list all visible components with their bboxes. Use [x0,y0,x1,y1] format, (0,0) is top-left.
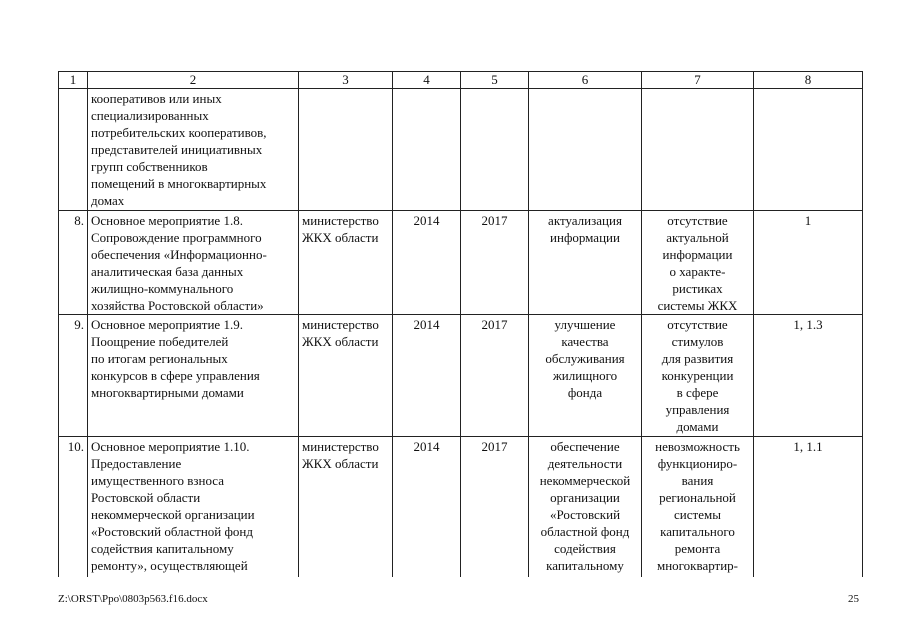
text-line: капитального [660,524,735,539]
text-line: информации [550,230,620,245]
indicator-link: 1 [754,211,863,315]
table-row [59,437,863,577]
row-number [59,89,88,211]
text-line: отсутствие [667,317,728,332]
text-line: системы ЖКХ [657,298,738,313]
text-line: региональной [659,490,736,505]
text-line: домами [676,419,719,434]
end-year: 2017 [461,315,529,437]
text-line: специализированных [91,108,209,123]
row-number: 8. [59,211,88,315]
text-line: Основное мероприятие 1.8. [91,213,243,228]
text-line: некоммерческой организации [91,507,255,522]
text-line: обеспечения «Информационно- [91,247,267,262]
text-line: обслуживания [545,351,625,366]
text-line: функциониро- [657,456,738,471]
text-line: конкуренции [661,368,734,383]
footer-page-number: 25 [848,593,859,605]
text-line: многоквартирными домами [91,385,244,400]
start-year: 2014 [393,437,461,577]
column-number: 1 [59,72,88,89]
executor [299,211,393,315]
measure-name [88,315,299,437]
text-line: качества [561,334,609,349]
start-year [393,89,461,211]
executor [299,89,393,211]
text-line: «Ростовский областной фонд [91,524,253,539]
end-year [461,89,529,211]
text-line: актуализация [548,213,622,228]
column-number: 7 [642,72,754,89]
text-line: областной фонд [540,524,630,539]
text-line: ремонта [674,541,721,556]
end-year: 2017 [461,437,529,577]
row-number: 10. [59,437,88,577]
text-line: в сфере [676,385,719,400]
text-line: жилищного [552,368,618,383]
column-number: 6 [529,72,642,89]
row-number: 9. [59,315,88,437]
text-line: деятельности [547,456,623,471]
text-line: ристиках [672,281,723,296]
text-line: Ростовской области [91,490,201,505]
text-line: для развития [661,351,734,366]
measures-table [58,71,863,577]
text-line: стимулов [671,334,724,349]
text-line: помещений в многоквартирных [91,176,267,191]
start-year: 2014 [393,315,461,437]
text-line: управления [665,402,730,417]
text-line: кооперативов или иных [91,91,222,106]
text-line: домах [91,193,125,208]
column-number-row [59,72,863,89]
text-line: министерство [302,213,379,228]
text-line: жилищно-коммунального [91,281,234,296]
text-line: улучшение [554,317,616,332]
text-line: Основное мероприятие 1.9. [91,317,243,332]
column-number: 8 [754,72,863,89]
text-line: отсутствие [667,213,728,228]
column-number: 5 [461,72,529,89]
footer-file-path: Z:\ORST\Ppo\0803p563.f16.docx [58,593,208,605]
text-line: вания [681,473,714,488]
text-line: системы [674,507,721,522]
text-line: представителей инициативных [91,142,263,157]
executor [299,437,393,577]
text-line: ЖКХ области [302,456,379,471]
text-line: «Ростовский [549,507,621,522]
indicator-link: 1, 1.1 [754,437,863,577]
text-line: содействия капитальному [91,541,234,556]
text-line: по итогам региональных [91,351,228,366]
text-line: групп собственников [91,159,208,174]
text-line: хозяйства Ростовской области» [91,298,264,313]
text-line: некоммерческой [539,473,631,488]
text-line: капитальному [546,558,624,573]
non-implementation-consequence [642,89,754,211]
text-line: потребительских кооперативов, [91,125,267,140]
text-line: фонда [567,385,603,400]
text-line: конкурсов в сфере управления [91,368,260,383]
text-line: невозможность [655,439,740,454]
text-line: Основное мероприятие 1.10. [91,439,250,454]
text-line: содействия [554,541,616,556]
expected-result [529,315,642,437]
text-line: ЖКХ области [302,334,379,349]
expected-result [529,211,642,315]
text-line: ремонту», осуществляющей [91,558,248,573]
column-number: 2 [88,72,299,89]
text-line: Предоставление [91,456,182,471]
table-row [59,315,863,437]
non-implementation-consequence [642,437,754,577]
table-row [59,211,863,315]
text-line: организации [550,490,620,505]
executor [299,315,393,437]
text-line: министерство [302,317,379,332]
text-line: Поощрение победителей [91,334,229,349]
end-year: 2017 [461,211,529,315]
indicator-link: 1, 1.3 [754,315,863,437]
non-implementation-consequence [642,211,754,315]
measure-name [88,89,299,211]
text-line: о характе- [669,264,726,279]
table-row [59,89,863,211]
text-line: актуальной [666,230,729,245]
non-implementation-consequence [642,315,754,437]
indicator-link [754,89,863,211]
text-line: информации [662,247,733,262]
measure-name [88,211,299,315]
text-line: аналитическая база данных [91,264,244,279]
expected-result [529,89,642,211]
column-number: 3 [299,72,393,89]
expected-result [529,437,642,577]
text-line: министерство [302,439,379,454]
measure-name [88,437,299,577]
text-line: имущественного взноса [91,473,224,488]
start-year: 2014 [393,211,461,315]
text-line: обеспечение [550,439,620,454]
text-line: Сопровождение программного [91,230,262,245]
text-line: многоквартир- [656,558,739,573]
column-number: 4 [393,72,461,89]
text-line: ЖКХ области [302,230,379,245]
